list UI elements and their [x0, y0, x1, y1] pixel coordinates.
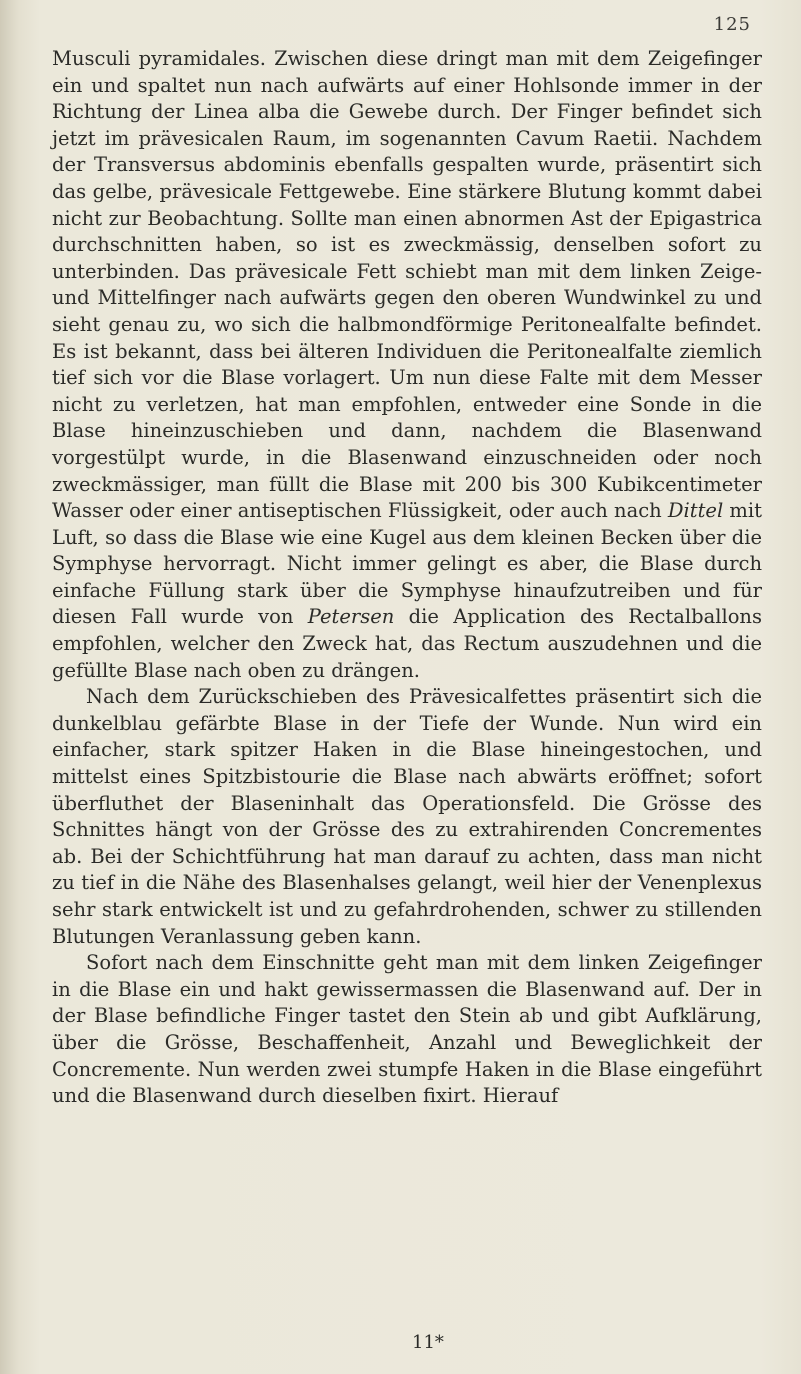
paragraph — [52, 684, 762, 950]
text-segment: Musculi pyramidales. Zwischen diese dringt man mit dem Zeigefinger ein und spaltet nun nach aufwärts auf einer Hohlsonde immer in der Richtung der Linea alba die Gewebe durch. Der Finger befindet sich jetzt im prävesicalen Raum, im sogenannten Cavum Raetii. Nachdem der Transversus abdominis ebenfalls gespalten wurde, präsentirt sich das gelbe, prävesicale Fettgewebe. Eine stärkere Blutung kommt dabei nicht zur Beobachtung. Sollte man einen abnormen Ast der Epigastrica durchschnitten haben, so ist es zweckmässig, denselben sofort zu unterbinden. Das prävesicale Fett schiebt man mit dem linken Zeige- und Mittelfinger nach aufwärts gegen den oberen Wundwinkel zu und sieht genau zu, wo sich die halbmondförmige Peritonealfalte befindet. Es ist bekannt, dass bei älteren Individuen die Peritonealfalte ziemlich tief sich vor die Blase vorlagert. Um nun diese Falte mit dem Messer nicht zu verletzen, hat man empfohlen, entweder eine Sonde in die Blase hineinzuschieben und dann, nachdem die Blasenwand vorgestülpt wurde, in die Blasenwand einzuschneiden oder noch zweckmässiger, man füllt die Blase mit 200 bis 300 Kubikcentimeter Wasser oder einer antiseptischen Flüssigkeit, oder auch nach — [52, 47, 762, 523]
italic-name: Petersen — [307, 605, 395, 629]
text-segment: die Application des Rectalballons empfohlen, welcher den Zweck hat, das Rectum auszudehnen und die gefüllte Blase nach oben zu drängen. — [52, 605, 762, 682]
signature-mark: 11* — [412, 1332, 444, 1353]
text-segment: Nach dem Zurückschieben des Prävesicalfettes präsentirt sich die dunkelblau gefärbte Blase in der Tiefe der Wunde. Nun wird ein einfacher, stark spitzer Haken in die Blase hineingestochen, und mittelst eines Spitzbistourie die Blase nach abwärts eröffnet; sofort überfluthet der Blaseninhalt das Operationsfeld. Die Grösse des Schnittes hängt von der Grösse des zu extrahirenden Concrementes ab. Bei der Schichtführung hat man darauf zu achten, dass man nicht zu tief in die Nähe des Blasenhalses gelangt, weil hier der Venenplexus sehr stark entwickelt ist und zu gefahrdrohenden, schwer zu stillenden Blutungen Veranlassung geben kann. — [52, 685, 762, 948]
paragraph — [52, 46, 762, 684]
italic-name: Dittel — [667, 499, 724, 523]
text-segment: Sofort nach dem Einschnitte geht man mit dem linken Zeigefinger in die Blase ein und hakt gewissermassen die Blasenwand auf. Der in der Blase befindliche Finger tastet den Stein ab und gibt Aufklärung, über die Grösse, Beschaffenheit, Anzahl und Beweglichkeit der Concremente. Nun werden zwei stumpfe Haken in die Blase eingeführt und die Blasenwand durch dieselben fixirt. Hierauf — [52, 951, 762, 1108]
paragraph — [52, 950, 762, 1110]
text-segment: mit Luft, so dass die Blase wie eine Kugel aus dem kleinen Becken über die Symphyse hervorragt. Nicht immer gelingt es aber, die Blase durch einfache Füllung stark über die Symphyse hinaufzutreiben und für diesen Fall wurde von — [52, 499, 762, 629]
body-text — [52, 46, 762, 1110]
page-number: 125 — [713, 14, 751, 35]
